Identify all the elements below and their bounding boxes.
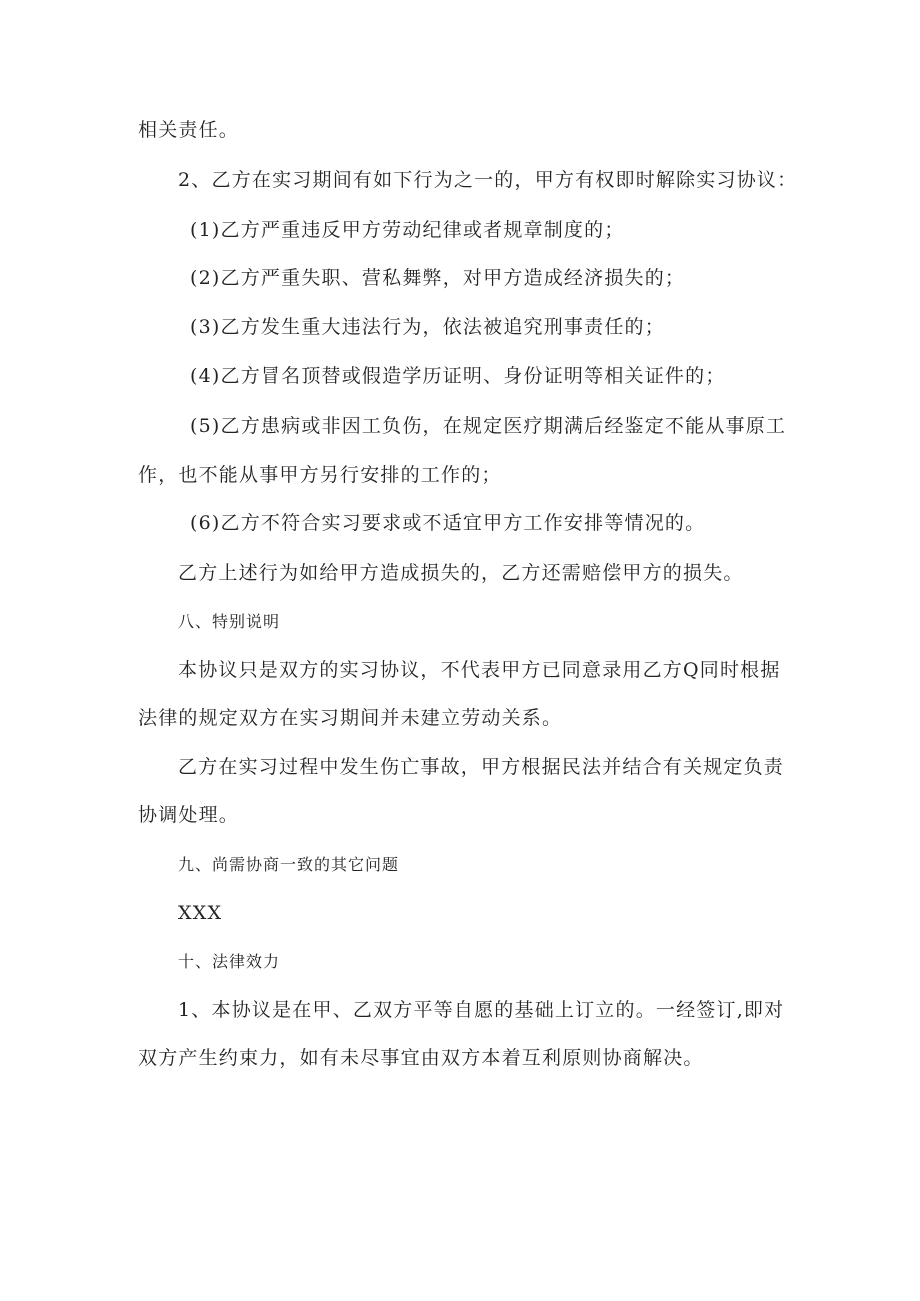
section-heading-10: 十、法律效力 — [178, 952, 281, 971]
list-item-3: (3)乙方发生重大违法行为，依法被追究刑事责任的； — [190, 316, 665, 338]
legal-effect-paragraph-1: 1、本协议是在甲、乙双方平等自愿的基础上订立的。一经签订,即对 — [178, 999, 785, 1021]
special-note-paragraph-2-continuation: 协调处理。 — [138, 804, 240, 826]
special-note-paragraph-1-continuation: 法律的规定双方在实习期间并未建立劳动关系。 — [138, 707, 563, 729]
special-note-paragraph-1: 本协议只是双方的实习协议，不代表甲方已同意录用乙方Q同时根据 — [178, 659, 781, 681]
list-item-5: (5)乙方患病或非因工负伤，在规定医疗期满后经鉴定不能从事原工 — [190, 415, 787, 437]
placeholder-text: XXX — [178, 902, 223, 924]
legal-effect-paragraph-1-continuation: 双方产生约束力，如有未尽事宜由双方本着互利原则协商解决。 — [138, 1047, 704, 1069]
list-item-4: (4)乙方冒名顶替或假造学历证明、身份证明等相关证件的； — [190, 365, 726, 387]
list-item-1: (1)乙方严重违反甲方劳动纪律或者规章制度的； — [190, 219, 625, 241]
section-heading-9: 九、尚需协商一致的其它问题 — [178, 855, 400, 874]
special-note-paragraph-2: 乙方在实习过程中发生伤亡事故，甲方根据民法并结合有关规定负责 — [178, 756, 785, 778]
list-item-6: (6)乙方不符合实习要求或不适宜甲方工作安排等情况的。 — [190, 512, 706, 534]
list-item-2: (2)乙方严重失职、营私舞弊，对甲方造成经济损失的； — [190, 267, 686, 289]
paragraph-continuation: 相关责任。 — [138, 119, 240, 141]
list-item-5-continuation: 作，也不能从事甲方另行安排的工作的； — [138, 464, 502, 486]
clause-2-intro: 2、乙方在实习期间有如下行为之一的，甲方有权即时解除实习协议： — [178, 169, 798, 191]
compensation-paragraph: 乙方上述行为如给甲方造成损失的，乙方还需赔偿甲方的损失。 — [178, 562, 744, 584]
section-heading-8: 八、特别说明 — [178, 612, 281, 631]
